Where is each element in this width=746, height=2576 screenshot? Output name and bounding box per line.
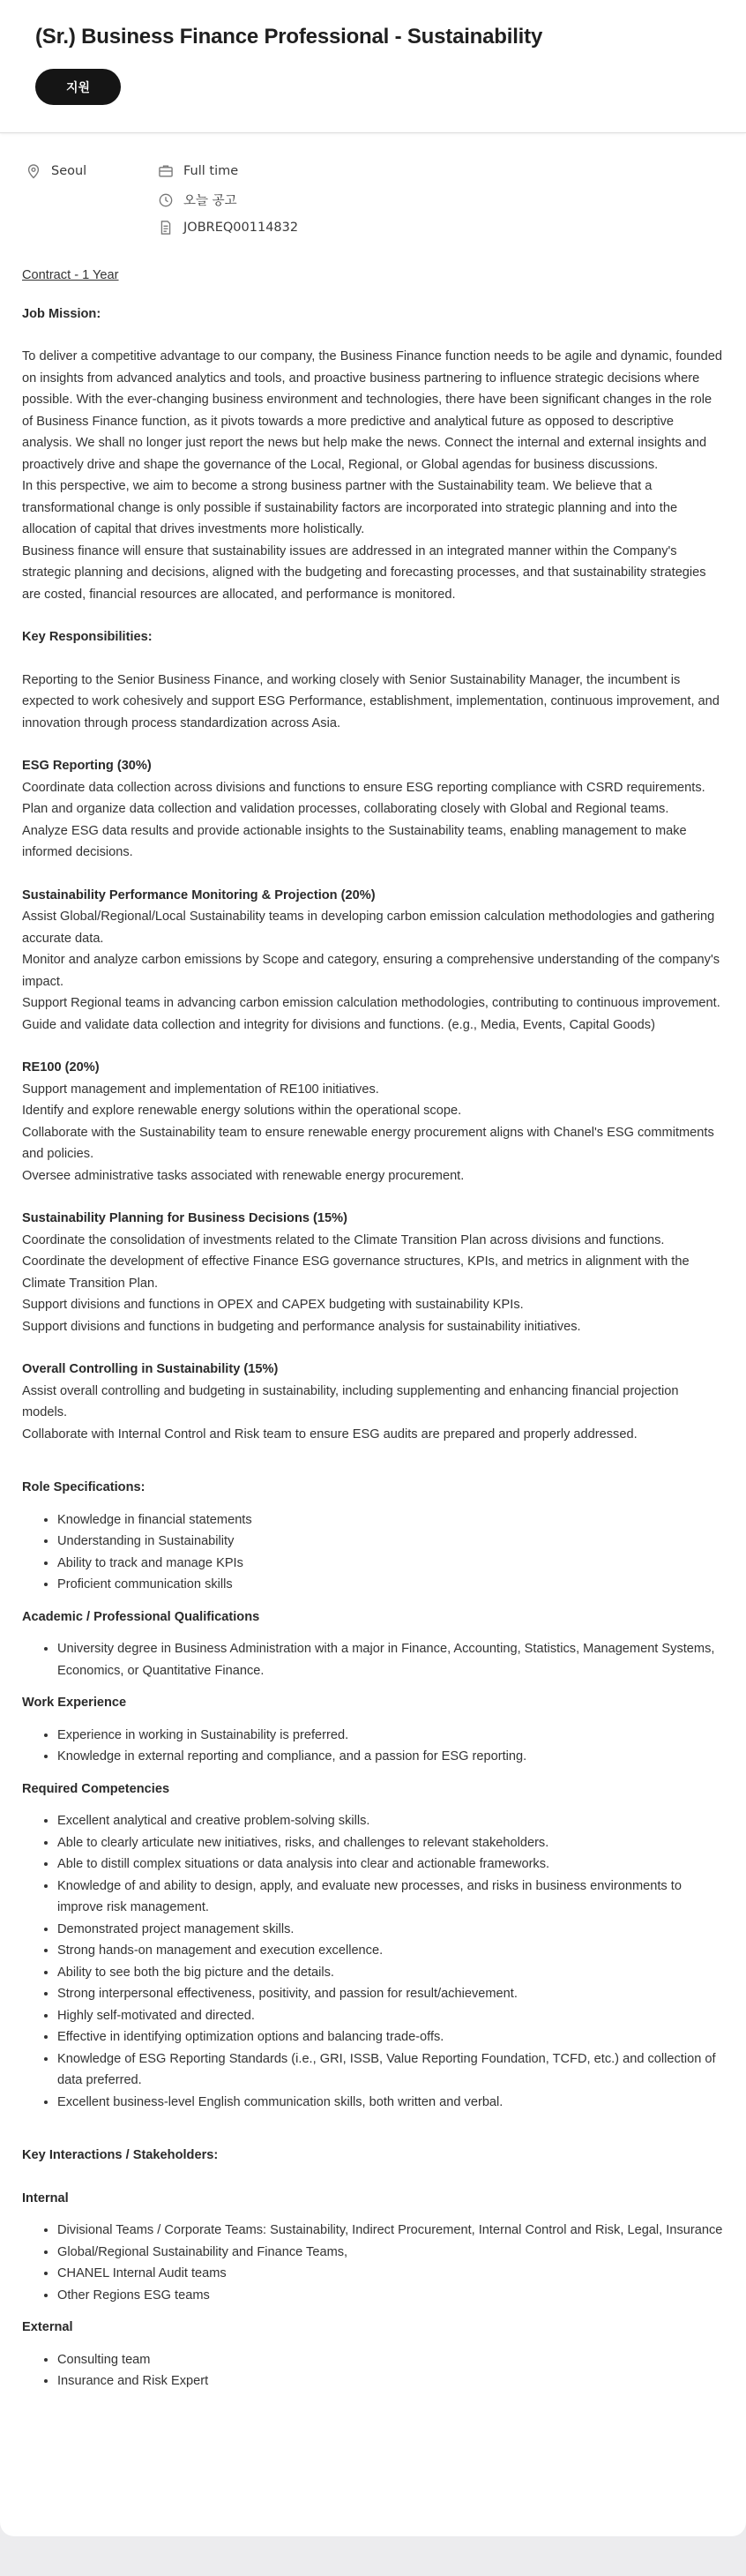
job-meta xyxy=(0,152,746,249)
contract-note: Contract - 1 Year xyxy=(22,268,119,282)
role-specifications-heading: Role Specifications: xyxy=(22,1480,145,1494)
section-line: Assist overall controlling and budgeting in sustainability, including supplementing and enhancing financial projection models. xyxy=(22,1383,679,1419)
list-item: • Excellent business-level English communication skills, both written and verbal. xyxy=(57,2092,723,2114)
section-line: Coordinate data collection across divisions and functions to ensure ESG reporting compliance with CSRD requirements. xyxy=(22,780,705,795)
paragraph: In this perspective, we aim to become a strong business partner with the Sustainability team. We believe that a transformational change is only possible if sustainability factors are incorporated into strategic planning and into the allocation of capital that drives investments more holistically. xyxy=(22,479,678,536)
posted-item xyxy=(157,191,237,209)
document-icon xyxy=(157,219,175,236)
list-item: • Effective in identifying optimization options and balancing trade-offs. xyxy=(57,2026,723,2048)
competencies-heading: Required Competencies xyxy=(22,1781,170,1796)
list-item: • Knowledge in financial statements xyxy=(57,1509,723,1531)
section-line: Support divisions and functions in budgeting and performance analysis for sustainability initiatives. xyxy=(22,1319,581,1334)
list-item: • CHANEL Internal Audit teams xyxy=(57,2263,723,2285)
list-item: • University degree in Business Administration with a major in Finance, Accounting, Statistics, Management Systems, Economics, or Quantitative Finance. xyxy=(57,1638,723,1681)
list-item: • Global/Regional Sustainability and Finance Teams, xyxy=(57,2242,723,2264)
list-item: • Understanding in Sustainability xyxy=(57,1531,723,1553)
paragraph: To deliver a competitive advantage to our company, the Business Finance function needs to be agile and dynamic, founded on insights from advanced analytics and tools, and proactive business partnering to influence strategic decisions where possible. With the ever-changing business environment and technologies, there have been significant changes in the role of Business Finance function, as it pivots towards a more predictive and analytical future as opposed to descriptive analysis. We shall no longer just report the news but help make the news. Connect the internal and external insights and proactively drive and shape the governance of the Local, Regional, or Global agendas for business discussions. xyxy=(22,349,722,472)
employment-type-item xyxy=(157,162,238,180)
section-line: Analyze ESG data results and provide actionable insights to the Sustainability teams, enabling management to make informed decisions. xyxy=(22,823,687,859)
list-item: • Strong interpersonal effectiveness, positivity, and passion for result/achievement. xyxy=(57,1983,723,2005)
section-line: Guide and validate data collection and integrity for divisions and functions. (e.g., Media, Events, Capital Goods) xyxy=(22,1017,655,1032)
job-header xyxy=(0,0,746,133)
location-pin-icon xyxy=(25,162,42,180)
req-id-text: JOBREQ00114832 xyxy=(183,221,299,235)
list-item: • Other Regions ESG teams xyxy=(57,2285,723,2307)
section-line: Coordinate the development of effective Finance ESG governance structures, KPIs, and metrics in alignment with the Climate Transition Plan. xyxy=(22,1254,690,1291)
list-item: • Excellent analytical and creative problem-solving skills. xyxy=(57,1810,723,1832)
list-item: • Strong hands-on management and execution excellence. xyxy=(57,1940,723,1962)
section-title: Sustainability Performance Monitoring & Projection (20%) xyxy=(22,887,376,902)
list-item: • Able to clearly articulate new initiatives, risks, and challenges to relevant stakeholders. xyxy=(57,1832,723,1854)
external-heading: External xyxy=(22,2320,73,2334)
list-item: • Experience in working in Sustainability is preferred. xyxy=(57,1725,723,1747)
section-line: Identify and explore renewable energy solutions within the operational scope. xyxy=(22,1104,462,1118)
section-title: RE100 (20%) xyxy=(22,1060,100,1075)
list-item: • Insurance and Risk Expert xyxy=(57,2370,723,2393)
section-title: ESG Reporting (30%) xyxy=(22,759,152,773)
list-item: • Ability to see both the big picture and the details. xyxy=(57,1962,723,1984)
apply-button[interactable]: 지원 xyxy=(35,69,121,105)
work-experience-heading: Work Experience xyxy=(22,1696,127,1710)
page-background xyxy=(0,2536,746,2576)
job-description xyxy=(22,265,723,2393)
section-line: Assist Global/Regional/Local Sustainability teams in developing carbon emission calculation methodologies and gathering accurate data. xyxy=(22,910,715,946)
section-line: Support Regional teams in advancing carbon emission calculation methodologies, contributing to continuous improvement. xyxy=(22,996,720,1010)
paragraph: Business finance will ensure that sustainability issues are addressed in an integrated manner within the Company's strategic planning and decisions, aligned with the budgeting and forecasting processes, and that sustainability strategies are costed, financial resources are allocated, and performance is monitored. xyxy=(22,543,706,602)
external-stakeholders-list xyxy=(22,2349,723,2393)
employment-type-text: Full time xyxy=(183,164,239,178)
work-experience-list xyxy=(22,1725,723,1768)
briefcase-icon xyxy=(157,162,175,180)
list-item: • Highly self-motivated and directed. xyxy=(57,2005,723,2027)
section-line: Support management and implementation of RE100 initiatives. xyxy=(22,1082,379,1097)
internal-stakeholders-list xyxy=(22,2220,723,2306)
list-item: • Able to distill complex situations or data analysis into clear and actionable frameworks. xyxy=(57,1853,723,1876)
section-line: Collaborate with the Sustainability team to ensure renewable energy procurement aligns with Chanel's ESG commitments and policies. xyxy=(22,1125,714,1161)
academic-list xyxy=(22,1638,723,1681)
academic-heading: Academic / Professional Qualifications xyxy=(22,1609,260,1624)
section-line: Plan and organize data collection and validation processes, collaborating closely with Global and Regional teams. xyxy=(22,802,669,816)
section-line: Oversee administrative tasks associated with renewable energy procurement. xyxy=(22,1168,465,1183)
internal-heading: Internal xyxy=(22,2190,69,2205)
location-item xyxy=(25,162,86,180)
stakeholders-heading: Key Interactions / Stakeholders: xyxy=(22,2148,219,2162)
section-line: Collaborate with Internal Control and Risk team to ensure ESG audits are prepared and properly addressed. xyxy=(22,1427,638,1442)
list-item: • Ability to track and manage KPIs xyxy=(57,1553,723,1575)
key-responsibilities-heading: Key Responsibilities: xyxy=(22,630,153,644)
role-specifications-list xyxy=(22,1509,723,1596)
list-item: • Knowledge of and ability to design, apply, and evaluate new processes, and risks in business environments to improve risk management. xyxy=(57,1876,723,1919)
clock-icon xyxy=(157,191,175,209)
req-id-item xyxy=(157,219,298,236)
list-item: • Demonstrated project management skills. xyxy=(57,1919,723,1941)
list-item: • Proficient communication skills xyxy=(57,1574,723,1596)
location-text: Seoul xyxy=(51,164,87,178)
list-item: • Knowledge of ESG Reporting Standards (i.e., GRI, ISSB, Value Reporting Foundation, TCFD, etc.) and collection of data preferred. xyxy=(57,2048,723,2092)
competencies-list xyxy=(22,1810,723,2113)
section-title: Sustainability Planning for Business Decisions (15%) xyxy=(22,1211,347,1225)
list-item: • Knowledge in external reporting and compliance, and a passion for ESG reporting. xyxy=(57,1746,723,1768)
job-mission-text xyxy=(22,346,723,605)
job-title: (Sr.) Business Finance Professional - Sustainability xyxy=(35,25,543,49)
list-item: • Consulting team xyxy=(57,2349,723,2371)
section-line: Support divisions and functions in OPEX and CAPEX budgeting with sustainability KPIs. xyxy=(22,1298,524,1312)
responsibilities-intro: Reporting to the Senior Business Finance, and working closely with Senior Sustainability Manager, the incumbent is expected to work cohesively and support ESG Performance, establishment, implementation, continuous improvement, and innovation through process standardization across Asia. xyxy=(22,672,720,730)
section-line: Monitor and analyze carbon emissions by Scope and category, ensuring a comprehensive understanding of the company's impact. xyxy=(22,953,720,989)
section-line: Coordinate the consolidation of investments related to the Climate Transition Plan across divisions and functions. xyxy=(22,1232,665,1247)
job-mission-heading: Job Mission: xyxy=(22,306,101,321)
section-title: Overall Controlling in Sustainability (15%) xyxy=(22,1362,279,1376)
list-item: • Divisional Teams / Corporate Teams: Sustainability, Indirect Procurement, Internal Control and Risk, Legal, Insurance xyxy=(57,2220,723,2242)
posted-text: 오늘 공고 xyxy=(183,194,237,208)
